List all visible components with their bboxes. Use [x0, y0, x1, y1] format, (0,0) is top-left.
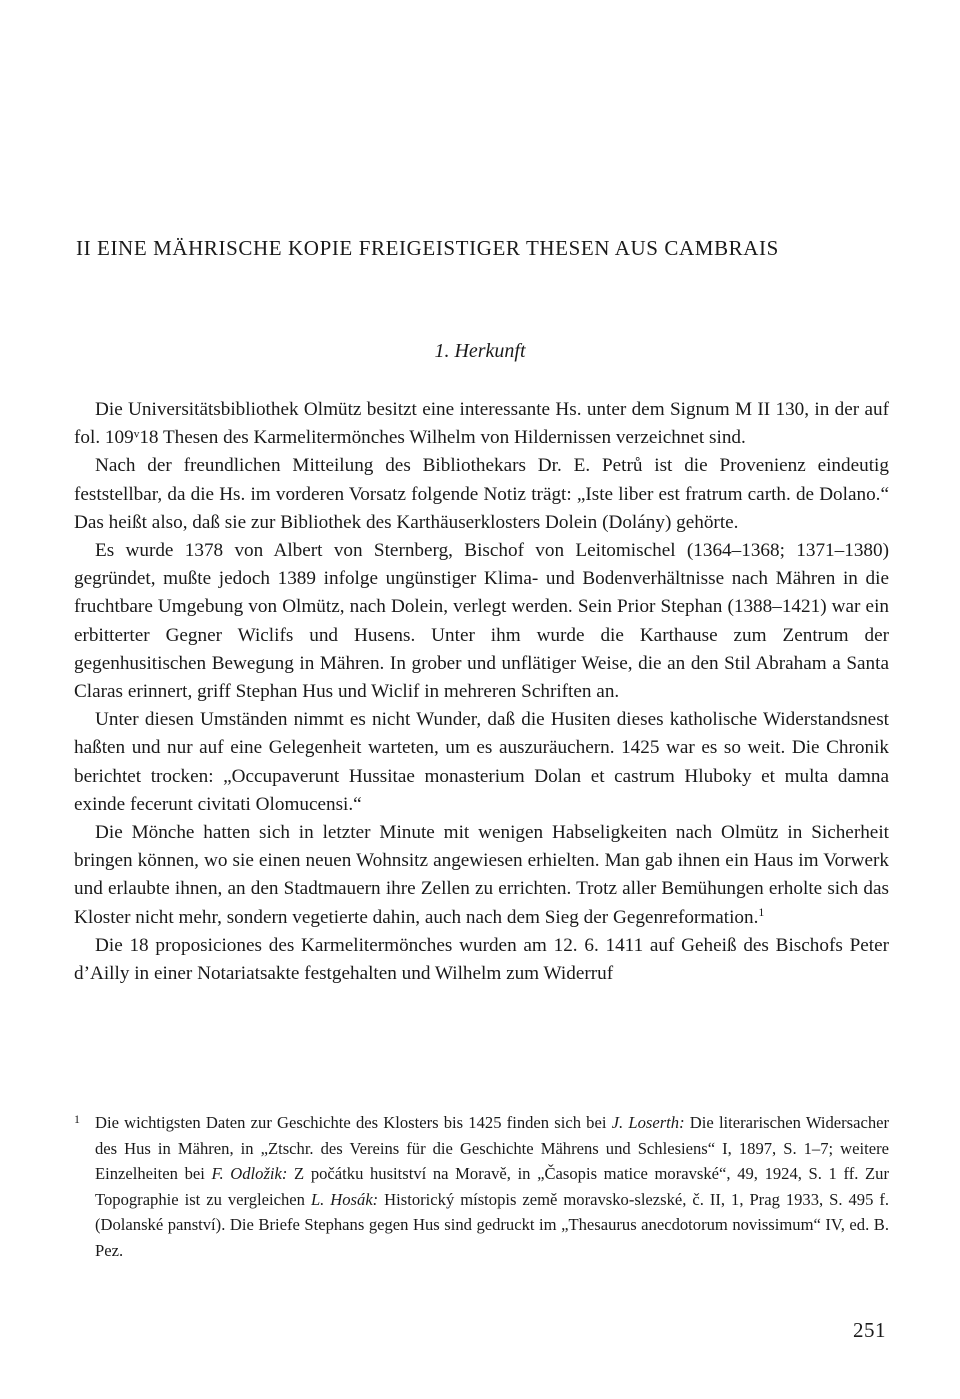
paragraph-text: Die 18 proposiciones des Karmelitermönches wurden am 12. 6. 1411 auf Geheiß des Bischofs Peter d’Ailly in einer Notariatsakte festgehalten und Wilhelm zum Widerruf: [74, 934, 889, 985]
paragraph-text: Die Mönche hatten sich in letzter Minute mit wenigen Habseligkeiten nach Olmütz in Sicherheit bringen können, wo sie einen neuen Wohnsitz angewiesen erhielten. Man gab ihnen ein Haus im Vorwerk und erlaubte ihnen, an den Stadtmauern ihre Zellen zu errichten. Trotz aller Bemühungen erholte sich das Kloster nicht mehr, sondern vegetierte dahin, auch nach dem Sieg der Gegenreformation.: [74, 822, 889, 928]
footnote-text: Historický místopis země moravsko-slezské, č. II, 1, Prag 1933, S. 495 f. (Dolanské panství). Die Briefe Stephans gegen Hus sind gedruckt im „Thesaurus anecdotorum novissimum“ IV, ed. B. Pez.: [95, 1189, 890, 1260]
footnotes: [74, 1110, 889, 1264]
section-heading: 1. Herkunft: [434, 340, 526, 362]
paragraph-text: Unter diesen Umständen nimmt es nicht Wunder, daß die Husiten dieses katholische Widerstandsnest haßten und nur auf eine Gelegenheit warteten, um es auszuräuchern. 1425 war es so weit. Die Chronik berichtet trocken: „Occupaverunt Hussitae monasterium Dolan et castrum Hluboky et multa damna exinde fecerunt civitati Olomucensi.“: [74, 709, 889, 815]
paragraph-text: Es wurde 1378 von Albert von Sternberg, Bischof von Leitomischel (1364–1368; 1371–1380) gegründet, mußte jedoch 1389 infolge ungünstiger Klima- und Bodenverhältnisse nach Mähren in die fruchtbare Umgebung von Olmütz, nach Dolein, verlegt werden. Sein Prior Stephan (1388–1421) war ein erbitterter Gegner Wiclifs und Husens. Unter ihm wurde die Karthause zum Zentrum der gegenhusitischen Bewegung in Mähren. In grober und unflätiger Weise, die an den Stil Abraham a Santa Claras erinnert, griff Stephan Hus und Wiclif in mehreren Schriften an.: [74, 540, 889, 703]
paragraph: [74, 537, 889, 706]
paragraph: [74, 819, 889, 932]
paragraph: [74, 452, 889, 537]
footnote-reference[interactable]: 1: [758, 904, 765, 919]
footnote-text: Z počátku husitství na Moravě, in „Časopis matice moravské“, 49, 1924, S. 1 ff. Zur Topographie ist zu vergleichen: [95, 1164, 889, 1209]
footnote-author: J. Loserth:: [611, 1113, 685, 1132]
body-text: [74, 396, 889, 988]
footnote-author: L. Hosák:: [310, 1189, 379, 1209]
paragraph: [74, 396, 889, 452]
footnote-text: Die literarischen Widersacher des Hus in Mähren, in „Ztschr. des Vereins für die Geschichte Mährens und Schlesiens“ I, 1897, S. 1–7; weitere Einzelheiten bei: [95, 1113, 890, 1184]
footnote-author: F. Odložik:: [211, 1164, 288, 1184]
footnote: 1 Die wichtigsten Daten zur Geschichte des Klosters bis 1425 finden sich bei J. Loserth: Die literarischen Widersacher des Hus in Mähren, in „Ztschr. des Vereins für die Geschichte Mährens und Schlesiens“ I, 1897, S. 1–7; weitere Einzelheiten bei F. Odložik: Z počátku husitství na Moravě, in „Časopis matice moravské“, 49, 1924, S. 1 ff. Zur Topographie ist zu vergleichen L. Hosák: Historický místopis země moravsko-slezské, č. II, 1, Prag 1933, S. 495 f. (Dolanské panství). Die Briefe Stephans gegen Hus sind gedruckt im „Thesaurus anecdotorum novissimum“ IV, ed. B. Pez.: [74, 1111, 890, 1260]
paragraph-text: Die Universitätsbibliothek Olmütz besitzt eine interessante Hs. unter dem Signum M II 130, in der auf fol. 109ᵛ18 Thesen des Karmelitermönches Wilhelm von Hildernissen verzeichnet sind.: [74, 399, 889, 449]
footnote-text: Die wichtigsten Daten zur Geschichte des Klosters bis 1425 finden sich bei: [95, 1113, 612, 1132]
paragraph: [74, 932, 889, 988]
chapter-title: II EINE MÄHRISCHE KOPIE FREIGEISTIGER THESEN AUS CAMBRAIS: [76, 236, 779, 260]
page-number: 251: [853, 1318, 886, 1342]
paragraph: [74, 706, 889, 819]
paragraph-text: Nach der freundlichen Mitteilung des Bibliothekars Dr. E. Petrů ist die Provenienz eindeutig feststellbar, da die Hs. im vorderen Vorsatz folgende Notiz trägt: „Iste liber est fratrum carth. de Dolano.“ Das heißt also, daß sie zur Bibliothek des Karthäuserklosters Dolein (Dolány) gehörte.: [74, 455, 889, 533]
